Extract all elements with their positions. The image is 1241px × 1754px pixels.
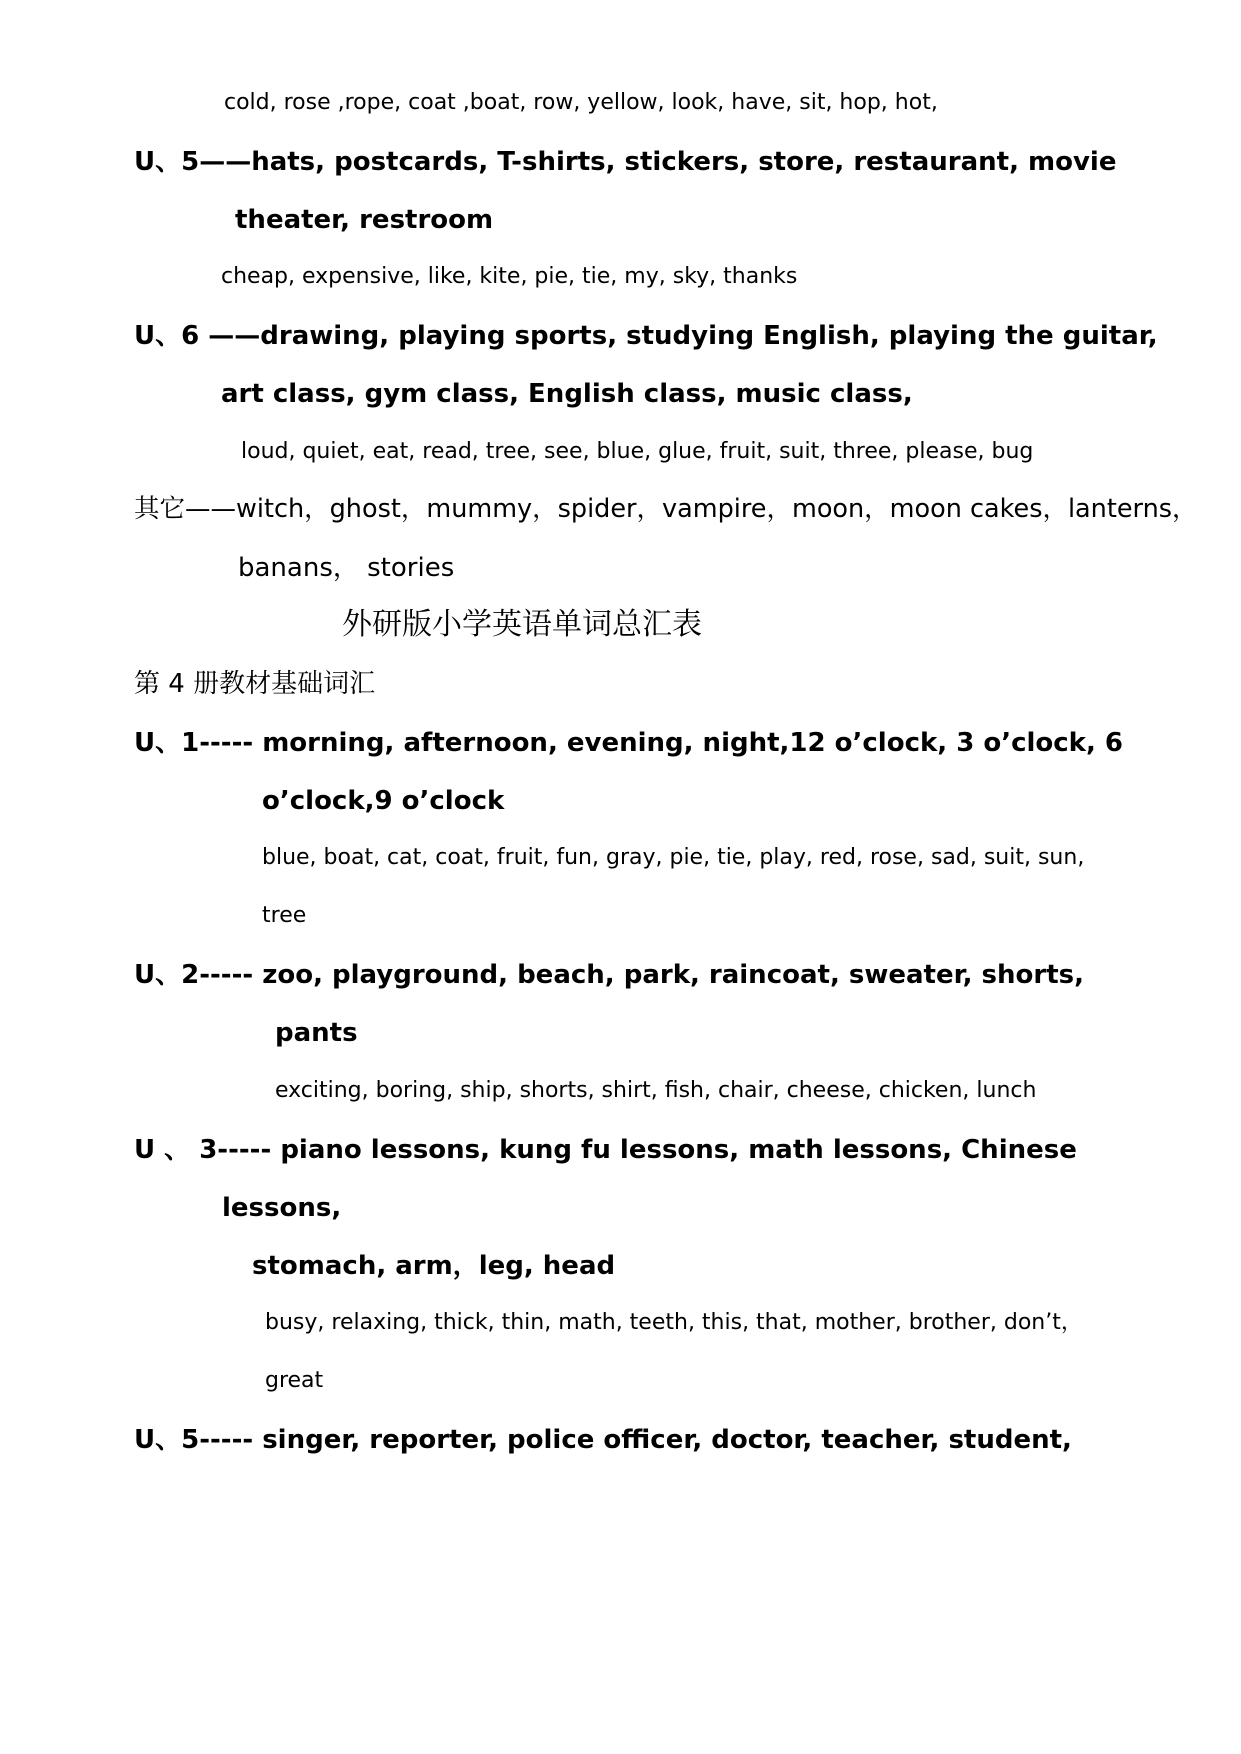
other-vocab-continued: banans， stories [238,553,455,583]
other-vocab-line: 其它——witch，ghost，mummy，spider，vampire，moon，moon cakes，lanterns， [134,494,1198,524]
book4-unit3-phonics-continued: great [265,1368,324,1393]
book4-unit3-vocab-line: U 、 3----- piano lessons, kung fu lessons, math lessons, Chinese [134,1135,1077,1165]
book4-unit3-phonics-words: busy, relaxing, thick, thin, math, teeth, this, that, mother, brother, don’t， [265,1310,1083,1335]
book4-unit2-phonics-words: exciting, boring, ship, shorts, shirt, fish, chair, cheese, chicken, lunch [275,1078,1037,1103]
book4-unit5-vocab-line: U、5----- singer, reporter, police officer, doctor, teacher, student, [134,1425,1072,1455]
unit5-vocab-continued: theater, restroom [235,205,494,235]
book4-unit3-vocab-continued: lessons, [222,1193,342,1223]
unit6-vocab-line: U、6 ——drawing, playing sports, studying English, playing the guitar, [134,321,1158,351]
unit6-vocab-continued: art class, gym class, English class, music class, [221,379,913,409]
book4-unit1-phonics-continued: tree [262,903,307,928]
book4-section-heading: 第 4 册教材基础词汇 [134,669,376,699]
unit5-phonics-words: cheap, expensive, like, kite, pie, tie, my, sky, thanks [221,264,798,289]
book4-unit3-body-vocab: stomach, arm，leg, head [252,1251,616,1281]
unit5-vocab-line: U、5——hats, postcards, T-shirts, stickers, store, restaurant, movie [134,147,1117,177]
unit4-phonics-words: cold, rose ,rope, coat ,boat, row, yellow, look, have, sit, hop, hot, [224,90,938,115]
unit6-phonics-words: loud, quiet, eat, read, tree, see, blue, glue, fruit, suit, three, please, bug [241,439,1034,464]
book4-unit1-vocab-continued: o’clock,9 o’clock [262,786,505,816]
document-title: 外研版小学英语单词总汇表 [342,607,702,642]
book4-unit1-vocab-line: U、1----- morning, afternoon, evening, night,12 o’clock, 3 o’clock, 6 [134,728,1123,758]
book4-unit2-vocab-line: U、2----- zoo, playground, beach, park, raincoat, sweater, shorts, [134,960,1084,990]
book4-unit2-vocab-continued: pants [275,1018,358,1048]
book4-unit1-phonics-words: blue, boat, cat, coat, fruit, fun, gray, pie, tie, play, red, rose, sad, suit, sun, [262,845,1085,870]
